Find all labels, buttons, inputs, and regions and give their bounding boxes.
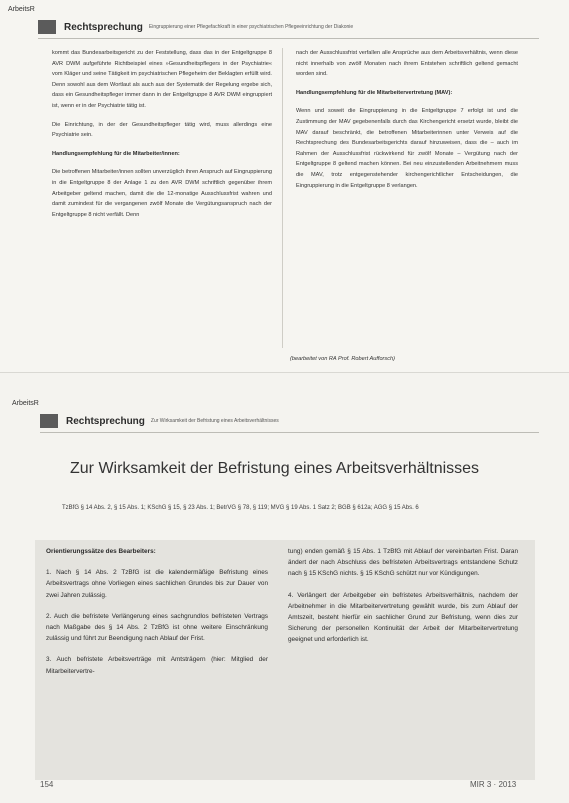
- norms-list: TzBfG § 14 Abs. 2, § 15 Abs. 1; KSchG § 15, § 23 Abs. 1; BetrVG § 78, § 119; MVG § 19 Abs. 1 Satz 2; BGB § 612a; AGG § 15 Abs. 6: [62, 505, 419, 511]
- paragraph: Die betroffenen Mitarbeiter/innen sollten unverzüglich ihren Anspruch auf Eingruppierung in die Entgeltgruppe 8 der Anlage 1 zu den AVR DWM schriftlich gegenüber ihrem Arbeitgeber geltend machen, damit die die 12-monatige Ausschlussfrist wahren und damit zumindest für die vergangenen zwölf Monate die Vergütungsanspruch nach der Entgeltgruppe 8 nicht verfällt. Denn: [52, 169, 272, 218]
- magazine-label-bottom: ArbeitsR: [12, 400, 39, 407]
- paragraph: nach der Ausschlussfrist verfallen alle Ansprüche aus dem Arbeitsverhältnis, wenn diese nicht innerhalb von zwölf Monaten nach ihrem Entstehen schriftlich geltend gemacht worden sind.: [296, 50, 518, 78]
- article-title: Zur Wirksamkeit der Befristung eines Arbeitsverhältnisses: [70, 460, 480, 477]
- section-title: Rechtsprechung: [64, 21, 143, 33]
- guideline-item: 1. Nach § 14 Abs. 2 TzBfG ist die kalendermäßige Befristung eines Arbeitsvertrags ohne Vorliegen eines sachlichen Grundes bis zur Dauer von zwei Jahren zulässig.: [46, 569, 268, 599]
- guidelines-right: [288, 546, 518, 656]
- section-subtitle: Eingruppierung einer Pflegefachkraft in einer psychiatrischen Pflegeeinrichtung der Diakonie: [148, 24, 354, 30]
- paragraph: Wenn und soweit die Eingruppierung in die Entgeltgruppe 7 erfolgt ist und die Zustimmung der MAV gegebenenfalls durch das Kirchengericht ersetzt wurde, bleibt die MAV darauf beschränkt, die betroffenen Mitarbeiterinnen unter Verweis auf die Rechtsprechung des Bundesarbeitsgerichts darauf hinzuweisen, dass die – auch im Rahmen der Ausschlussfrist rückwirkend für zwölf Monate – Vergütung nach der Entgeltgruppe 8 geltend machen können. Bei neu einzustellenden Arbeitnehmern muss die MAV, trotz entgegenstehender kirchengerichtlicher Entscheidungen, die Eingruppierung in die Entgeltgruppe 8 verlangen.: [296, 108, 518, 189]
- section-header-bottom: [40, 414, 569, 428]
- attribution: (bearbeitet von RA Prof. Robert Aufforsch): [290, 356, 395, 362]
- recommendation-heading-employees: Handlungsempfehlung für die Mitarbeiter/innen:: [52, 150, 180, 157]
- right-column-top: [296, 48, 518, 199]
- paragraph: Die Einrichtung, in der der Gesundheitspfleger tätig wird, muss allerdings eine Psychiatrie sein.: [52, 121, 272, 139]
- guideline-item: 2. Auch die befristete Verlängerung eines sachgrundlos befristeten Vertrags nach Maßgabe des § 14 Abs. 2 TzBfG ist ohne weitere Einschränkung zulässig und führt zur Beendigung nach Ablauf der Frist.: [46, 612, 268, 643]
- guideline-item: tung) enden gemäß § 15 Abs. 1 TzBfG mit Ablauf der vereinbarten Frist. Daran ändert der nach Abschluss des befristeten Arbeitsvertrags entstandene Schutz nach § 15 KSchG nichts. § 15 KSchG schützt nur vor Kündigungen.: [288, 548, 518, 578]
- issue-label: MIR 3 · 2013: [470, 780, 517, 789]
- header-rule-bottom: [40, 432, 539, 433]
- section-marker-icon: [40, 414, 58, 428]
- header-rule-top: [38, 38, 539, 39]
- guidelines-heading: Orientierungssätze des Bearbeiters:: [46, 548, 156, 555]
- section-title: Rechtsprechung: [66, 415, 145, 427]
- recommendation-heading-mav: Handlungsempfehlung für die Mitarbeitervertretung (MAV):: [296, 89, 453, 96]
- guidelines-left: [46, 546, 268, 687]
- page-number: 154: [40, 780, 54, 789]
- section-header-top: [38, 20, 569, 34]
- section-marker-icon: [38, 20, 56, 34]
- section-subtitle: Zur Wirksamkeit der Befristung eines Arbeitsverhältnisses: [150, 418, 279, 424]
- paragraph: kommt das Bundesarbeitsgericht zu der Feststellung, dass das in der Entgeltgruppe 8 AVR DWM aufgeführte Richtbeispiel eines »Gesundheitspflegers in der Psychiatrie« vom Kläger und seine Tätigkeit im psychiatrischen Pflegeheim der Beklagten erfüllt wird. Denn sowohl aus dem Wortlaut als auch aus der Systematik der Regelung ergebe sich, dass ein Gesundheitspfleger immer dann in der Entgeltgruppe 8 AVR DWM eingruppiert ist, wenn er in der Psychiatrie tätig ist.: [52, 50, 272, 109]
- column-divider: [282, 48, 283, 348]
- guideline-item: 3. Auch befristete Arbeitsverträge mit Amtsträgern (hier: Mitglied der Mitarbeitervertre-: [46, 656, 268, 675]
- magazine-label-top: ArbeitsR: [8, 6, 35, 13]
- left-column-top: [52, 48, 272, 228]
- guideline-item: 4. Verlängert der Arbeitgeber ein befristetes Arbeitsverhältnis, nachdem der Arbeitnehmer in die Mitarbeitervertretung gewählt wurde, bis zum Ablauf der Amtszeit, besteht hierfür ein sachlicher Grund zur Befristung, wenn dies zur Sicherung der personellen Kontinuität der Arbeit der Mitarbeitervertretung geeignet und erforderlich ist.: [288, 591, 518, 644]
